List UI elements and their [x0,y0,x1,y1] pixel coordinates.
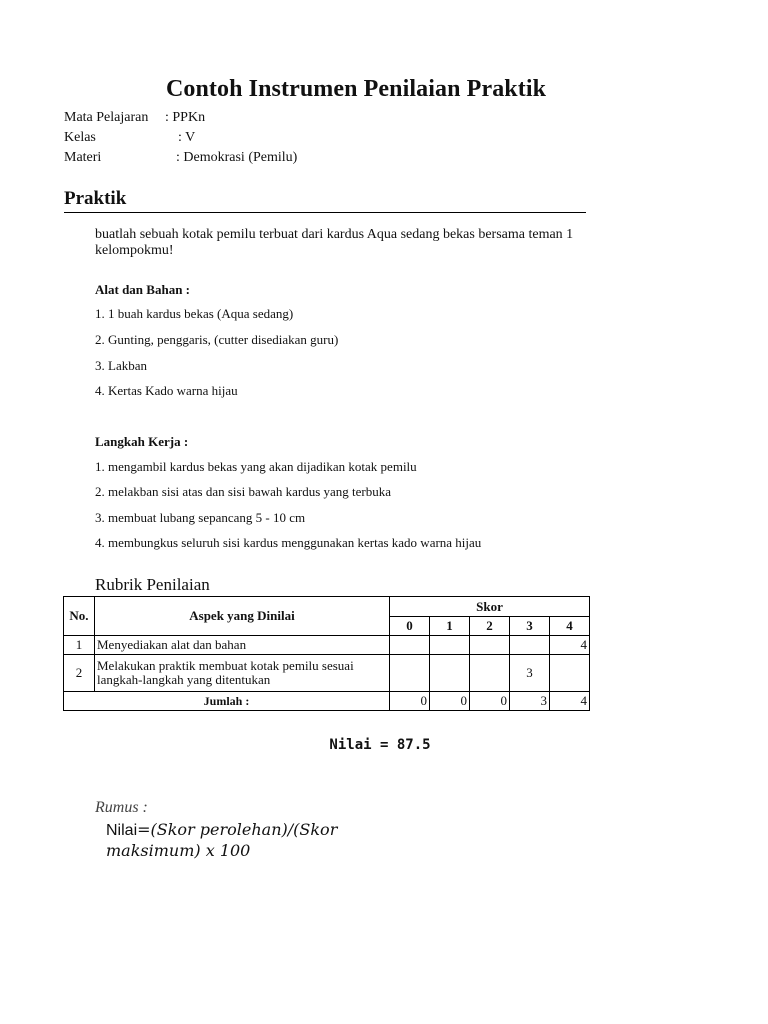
total-cell: 0 [430,692,470,711]
score-cell [430,636,470,655]
score-cell [390,655,430,692]
formula-line-2: maksimum) x 100 [106,841,251,860]
score-cell [430,655,470,692]
meta-label: Kelas [64,130,96,145]
tools-item: 1. 1 buah kardus bekas (Aqua sedang) [95,306,294,321]
row-aspect: Melakukan praktik membuat kotak pemilu sesuai langkah-langkah yang ditentukan [95,655,390,692]
row-number: 1 [64,636,95,655]
section-heading-praktik: Praktik [64,188,586,213]
total-row [64,692,590,711]
formula-expression: =(Skor perolehan)/(Skor [137,820,338,839]
total-cell: 0 [470,692,510,711]
steps-item: 2. melakban sisi atas dan sisi bawah kardus yang terbuka [95,484,392,499]
tools-item: 3. Lakban [95,358,147,373]
score-cell [470,655,510,692]
formula-line-1 [106,820,337,841]
row-aspect: Menyediakan alat dan bahan [95,636,390,655]
formula-label: Rumus : [95,799,148,816]
final-score: Nilai = 87.5 [329,737,431,753]
formula-nilai-word: Nilai [106,822,138,839]
score-cell [510,636,550,655]
score-cell [470,636,510,655]
total-cell: 4 [550,692,590,711]
meta-label: Materi [64,150,102,165]
tools-item: 2. Gunting, penggaris, (cutter disediakan guru) [95,332,339,347]
total-cell: 0 [390,692,430,711]
tools-item: 4. Kertas Kado warna hijau [95,383,238,398]
table-row [64,655,590,692]
steps-item: 4. membungkus seluruh sisi kardus menggunakan kertas kado warna hijau [95,535,482,550]
score-level-header: 1 [430,617,470,636]
rubric-table [63,596,590,711]
score-cell [550,655,590,692]
page-title: Contoh Instrumen Penilaian Praktik [165,76,547,102]
col-header-no: No. [64,597,95,636]
score-level-header: 2 [470,617,510,636]
table-row [64,636,590,655]
score-cell: 4 [550,636,590,655]
score-cell [390,636,430,655]
score-cell: 3 [510,655,550,692]
formula [106,820,337,861]
meta-value: : Demokrasi (Pemilu) [176,150,298,165]
meta-value: : V [178,130,196,145]
steps-item: 3. membuat lubang sepancang 5 - 10 cm [95,510,306,525]
steps-heading: Langkah Kerja : [95,434,189,449]
col-header-aspect: Aspek yang Dinilai [95,597,390,636]
score-level-header: 3 [510,617,550,636]
total-cell: 3 [510,692,550,711]
row-number: 2 [64,655,95,692]
score-level-header: 4 [550,617,590,636]
score-level-header: 0 [390,617,430,636]
meta-value: : PPKn [165,110,206,125]
rubric-title: Rubrik Penilaian [95,575,210,594]
total-label: Jumlah : [64,692,390,711]
meta-label: Mata Pelajaran [64,110,149,125]
col-header-score: Skor [390,597,590,617]
task-instruction: buatlah sebuah kotak pemilu terbuat dari kardus Aqua sedang bekas bersama teman 1 kelompokmu! [95,227,574,258]
steps-item: 1. mengambil kardus bekas yang akan dijadikan kotak pemilu [95,459,417,474]
tools-heading: Alat dan Bahan : [95,282,190,297]
